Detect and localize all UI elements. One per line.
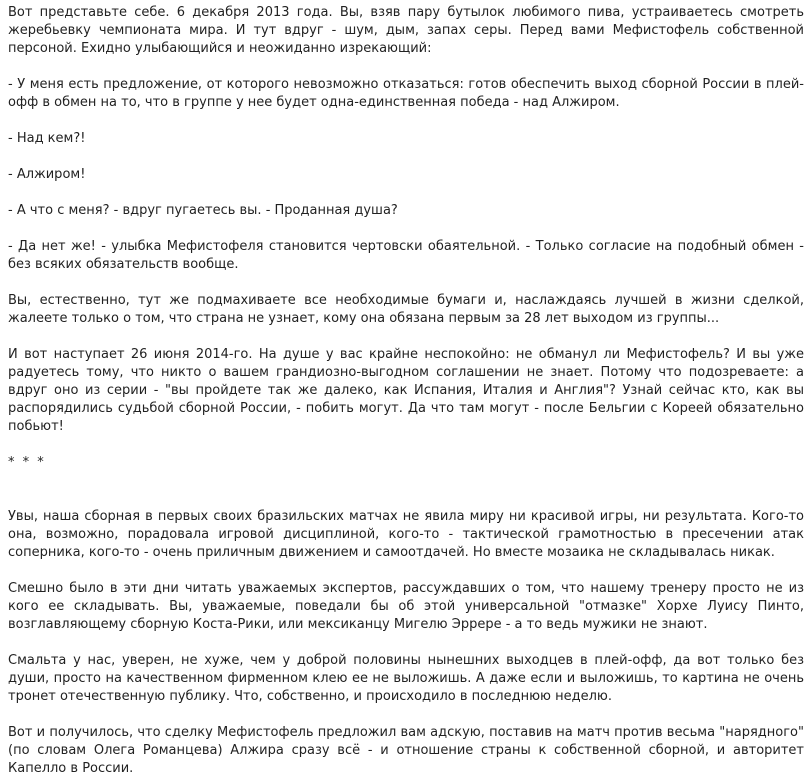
section-separator: * * * [8,455,46,470]
paragraph-algeria: - Алжиром! [8,167,86,182]
paragraph-experts: Смешно было в эти дни читать уважаемых экспертов, рассуждавших о том, что нашему тренеру просто не из кого ее складывать. Вы, уважаемые, поведали бы об этой универсальной "отмазке" Хорхе Луису Пинто, возглавляющему сборную Коста-Рики, или мексиканцу Мигелю Эррере - а то ведь мужики не знают. [8,581,804,632]
paragraph-june-26: И вот наступает 26 июня 2014-го. На душе у вас крайне неспокойно: не обманул ли Мефистофель? И вы уже радуетесь тому, что никто о вашем грандиозно-выгодном соглашении не знает. Потому что подозреваете: а вдруг оно из серии - "вы пройдете так же далеко, как Испания, Италия и Англия"? Узнай сейчас кто, как вы распорядились судьбой сборной России, - побить могут. Да что там могут - после Бельгии с Кореей обязательно побьют! [8,347,804,434]
paragraph-first-matches: Увы, наша сборная в первых своих бразильских матчах не явила миру ни красивой игры, ни результата. Кого-то она, возможно, порадовала игровой дисциплиной, кого-то - тактической грамотностью в пресечении атак соперника, кого-то - очень приличным движением и самоотдачей. Но вместе мозаика не складывалась никак. [8,509,804,560]
paragraph-sign-papers: Вы, естественно, тут же подмахиваете все необходимые бумаги и, наслаждаясь лучшей в жизни сделкой, жалеете только о том, что страна не узнает, кому она обязана первым за 28 лет выходом из группы... [8,293,804,326]
paragraph-intro: Вот представьте себе. 6 декабря 2013 года. Вы, взяв пару бутылок любимого пива, устраиваетесь смотреть жеребьевку чемпионата мира. И тут вдруг - шум, дым, запах серы. Перед вами Мефистофель собственной персоной. Ехидно улыбающийся и неожиданно изрекающий: [8,5,804,56]
paragraph-no-obligations: - Да нет же! - улыбка Мефистофеля становится чертовски обаятельной. - Только согласие на подобный обмен - без всяких обязательств вообще. [8,239,804,272]
paragraph-offer: - У меня есть предложение, от которого невозможно отказаться: готов обеспечить выход сборной России в плей-офф в обмен на то, что в группе у нее будет одна-единственная победа - над Алжиром. [8,77,804,110]
paragraph-over-whom: - Над кем?! [8,131,86,146]
paragraph-conclusion: Вот и получилось, что сделку Мефистофель предложил вам адскую, поставив на матч против весьма "нарядного" (по словам Олега Романцева) Алжира сразу всё - и отношение страны к собственной сборной, и авторитет Капелло в России. [8,725,804,776]
paragraph-what-from-me: - А что с меня? - вдруг пугаетесь вы. - Проданная душа? [8,203,398,218]
paragraph-smalt: Смальта у нас, уверен, не хуже, чем у доброй половины нынешних выходцев в плей-офф, да вот только без души, просто на качественном фирменном клею ее не выложишь. А даже если и выложишь, то картина не очень тронет отечественную публику. Что, собственно, и происходило в последнюю неделю. [8,653,804,704]
